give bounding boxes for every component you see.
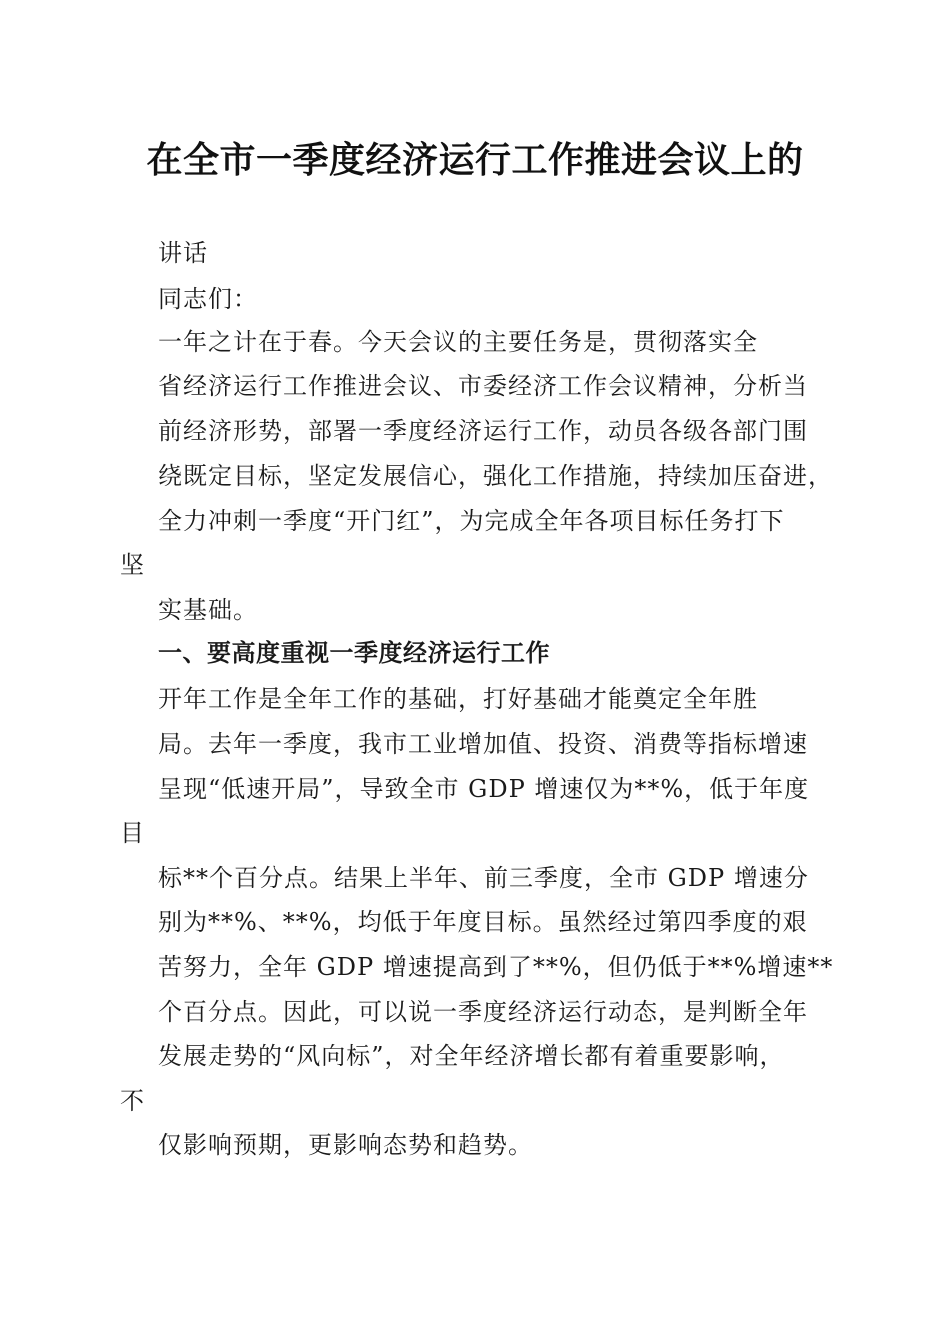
document-title: 在全市一季度经济运行工作推进会议上的 [146,139,804,181]
salutation: 同志们： [158,285,258,313]
paragraph-line: 一年之计在于春。今天会议的主要任务是，贯彻落实全 [158,328,758,356]
paragraph-line: 仅影响预期，更影响态势和趋势。 [158,1131,533,1159]
paragraph-line: 不 [120,1087,145,1115]
paragraph-line: 坚 [120,551,145,579]
title-continuation: 讲话 [158,239,208,267]
paragraph-line: 个百分点。因此，可以说一季度经济运行动态，是判断全年 [158,998,808,1026]
paragraph-line: 全力冲刺一季度“开门红”，为完成全年各项目标任务打下 [158,507,785,535]
paragraph-line: 发展走势的“风向标”，对全年经济增长都有着重要影响， [158,1042,785,1070]
paragraph-line: 前经济形势，部署一季度经济运行工作，动员各级各部门围 [158,417,808,445]
paragraph-line: 苦努力，全年 GDP 增速提高到了**%，但仍低于**%增速** [158,953,834,981]
paragraph-line: 局。去年一季度，我市工业增加值、投资、消费等指标增速 [158,730,808,758]
paragraph-line: 别为**%、**%，均低于年度目标。虽然经过第四季度的艰 [158,908,808,936]
paragraph-line: 目 [120,819,145,847]
section-heading: 一、要高度重视一季度经济运行工作 [158,639,550,667]
paragraph-line: 实基础。 [158,596,258,624]
paragraph-line: 标**个百分点。结果上半年、前三季度，全市 GDP 增速分 [158,864,809,892]
paragraph-line: 省经济运行工作推进会议、市委经济工作会议精神，分析当 [158,372,808,400]
paragraph-line: 开年工作是全年工作的基础，打好基础才能奠定全年胜 [158,685,758,713]
paragraph-line: 呈现“低速开局”，导致全市 GDP 增速仅为**%，低于年度 [158,775,810,803]
paragraph-line: 绕既定目标，坚定发展信心，强化工作措施，持续加压奋进， [158,462,833,490]
